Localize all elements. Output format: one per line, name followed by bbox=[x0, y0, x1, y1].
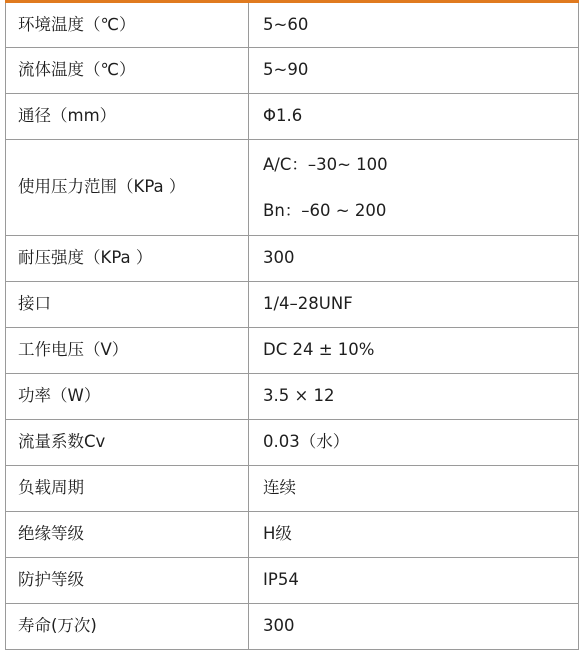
row-value: Φ1.6 bbox=[249, 94, 579, 140]
row-value: DC 24 ± 10% bbox=[249, 328, 579, 374]
row-label: 防护等级 bbox=[6, 558, 249, 604]
table-row bbox=[6, 328, 579, 374]
row-label: 绝缘等级 bbox=[6, 512, 249, 558]
row-value: H级 bbox=[249, 512, 579, 558]
row-value-multi bbox=[249, 140, 579, 236]
pressure-range-ac: A/C：–30~ 100 bbox=[263, 154, 388, 174]
row-label: 接口 bbox=[6, 282, 249, 328]
row-label: 环境温度（℃） bbox=[6, 2, 249, 48]
table-row bbox=[6, 420, 579, 466]
table-row bbox=[6, 558, 579, 604]
row-label: 工作电压（V） bbox=[6, 328, 249, 374]
table-row bbox=[6, 48, 579, 94]
table-row bbox=[6, 604, 579, 650]
spec-table bbox=[5, 0, 579, 650]
row-value: 5~60 bbox=[249, 2, 579, 48]
row-label: 寿命(万次) bbox=[6, 604, 249, 650]
table-row bbox=[6, 2, 579, 48]
table-row bbox=[6, 466, 579, 512]
row-value: 300 bbox=[249, 236, 579, 282]
row-label: 流体温度（℃） bbox=[6, 48, 249, 94]
table-row bbox=[6, 282, 579, 328]
row-label: 使用压力范围（KPa ） bbox=[6, 140, 249, 236]
row-value: 1/4–28UNF bbox=[249, 282, 579, 328]
pressure-range-bn: Bn：–60 ~ 200 bbox=[263, 200, 387, 220]
table-row bbox=[6, 140, 579, 236]
row-value: 5~90 bbox=[249, 48, 579, 94]
row-label: 功率（W） bbox=[6, 374, 249, 420]
table-row bbox=[6, 94, 579, 140]
row-value: 3.5 × 12 bbox=[249, 374, 579, 420]
table-row bbox=[6, 236, 579, 282]
row-label: 耐压强度（KPa ） bbox=[6, 236, 249, 282]
row-value: 300 bbox=[249, 604, 579, 650]
row-label: 通径（mm） bbox=[6, 94, 249, 140]
row-label: 负载周期 bbox=[6, 466, 249, 512]
row-value: 0.03（水） bbox=[249, 420, 579, 466]
row-label: 流量系数Cv bbox=[6, 420, 249, 466]
table-row bbox=[6, 374, 579, 420]
row-value: 连续 bbox=[249, 466, 579, 512]
row-value: IP54 bbox=[249, 558, 579, 604]
table-row bbox=[6, 512, 579, 558]
